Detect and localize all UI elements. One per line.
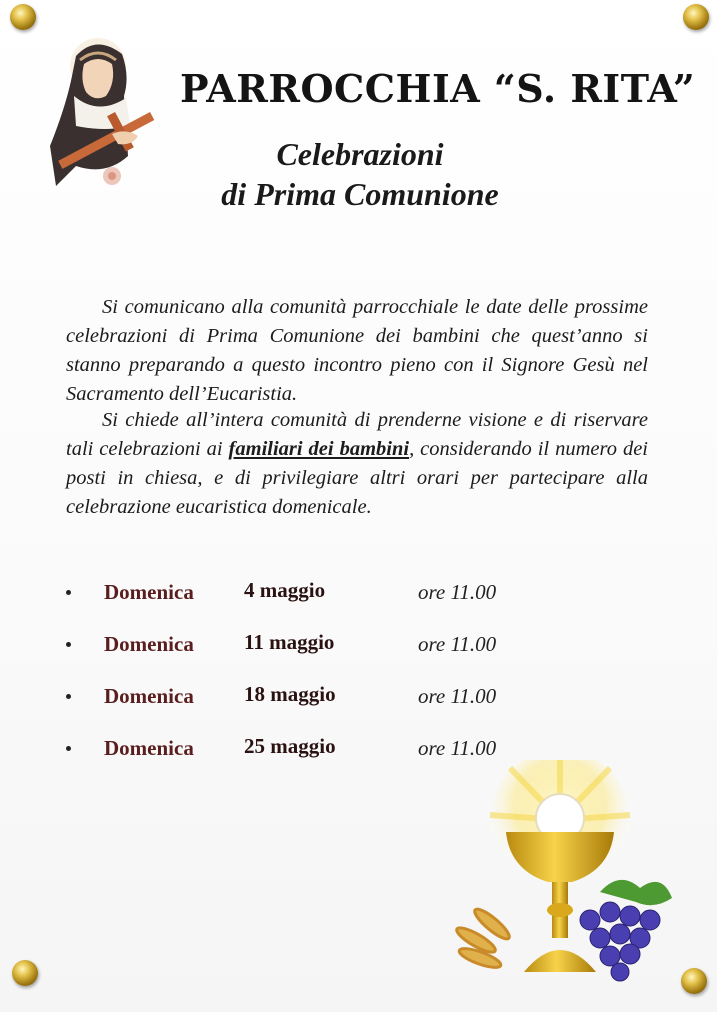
bullet-dot <box>66 746 71 751</box>
day-label: Domenica <box>104 580 194 604</box>
date-label: 25 maggio <box>244 734 336 758</box>
date-label: 4 maggio <box>244 578 326 602</box>
paragraph-request <box>66 406 648 522</box>
subtitle-line-1: Celebrazioni <box>276 136 444 172</box>
screw-top-right <box>683 4 709 30</box>
day-label: Domenica <box>104 684 194 708</box>
date-row <box>66 578 546 618</box>
date-label: 11 maggio <box>244 630 335 654</box>
bullet-dot <box>66 694 71 699</box>
time-label: ore 11.00 <box>418 736 497 760</box>
saint-rita-illustration <box>46 36 166 196</box>
paragraph-request-after: , considerando il numero dei posti in chiesa, e di privilegiare altri orari per partecipare alla celebrazione eucaristica domenicale. <box>66 438 648 518</box>
paragraph-announcement: Si comunicano alla comunità parrocchiale le date delle prossime celebrazioni di Prima Comunione dei bambini che quest’anno si stanno preparando a questo incontro pieno con il Signore Gesù nel Sacramento dell’Eucaristia. <box>66 296 648 405</box>
date-label: 18 maggio <box>244 682 336 706</box>
screw-bottom-right <box>681 968 707 994</box>
paragraph-request-before: Si chiede all’intera comunità di prenderne visione e di riservare tali celebrazioni ai <box>66 409 648 460</box>
time-label: ore 11.00 <box>418 632 497 656</box>
emphasis-families: familiari dei bambini <box>228 438 410 460</box>
subtitle-line-2: di Prima Comunione <box>221 176 499 212</box>
date-row <box>66 630 546 670</box>
bullet-dot <box>66 642 71 647</box>
time-label: ore 11.00 <box>418 580 497 604</box>
chalice-illustration <box>440 760 680 995</box>
screw-bottom-left <box>12 960 38 986</box>
time-label: ore 11.00 <box>418 684 497 708</box>
bullet-dot <box>66 590 71 595</box>
date-row <box>66 682 546 722</box>
screw-top-left <box>10 4 36 30</box>
page-title: PARROCCHIA “S. RITA” <box>180 66 696 111</box>
day-label: Domenica <box>104 736 194 760</box>
day-label: Domenica <box>104 632 194 656</box>
